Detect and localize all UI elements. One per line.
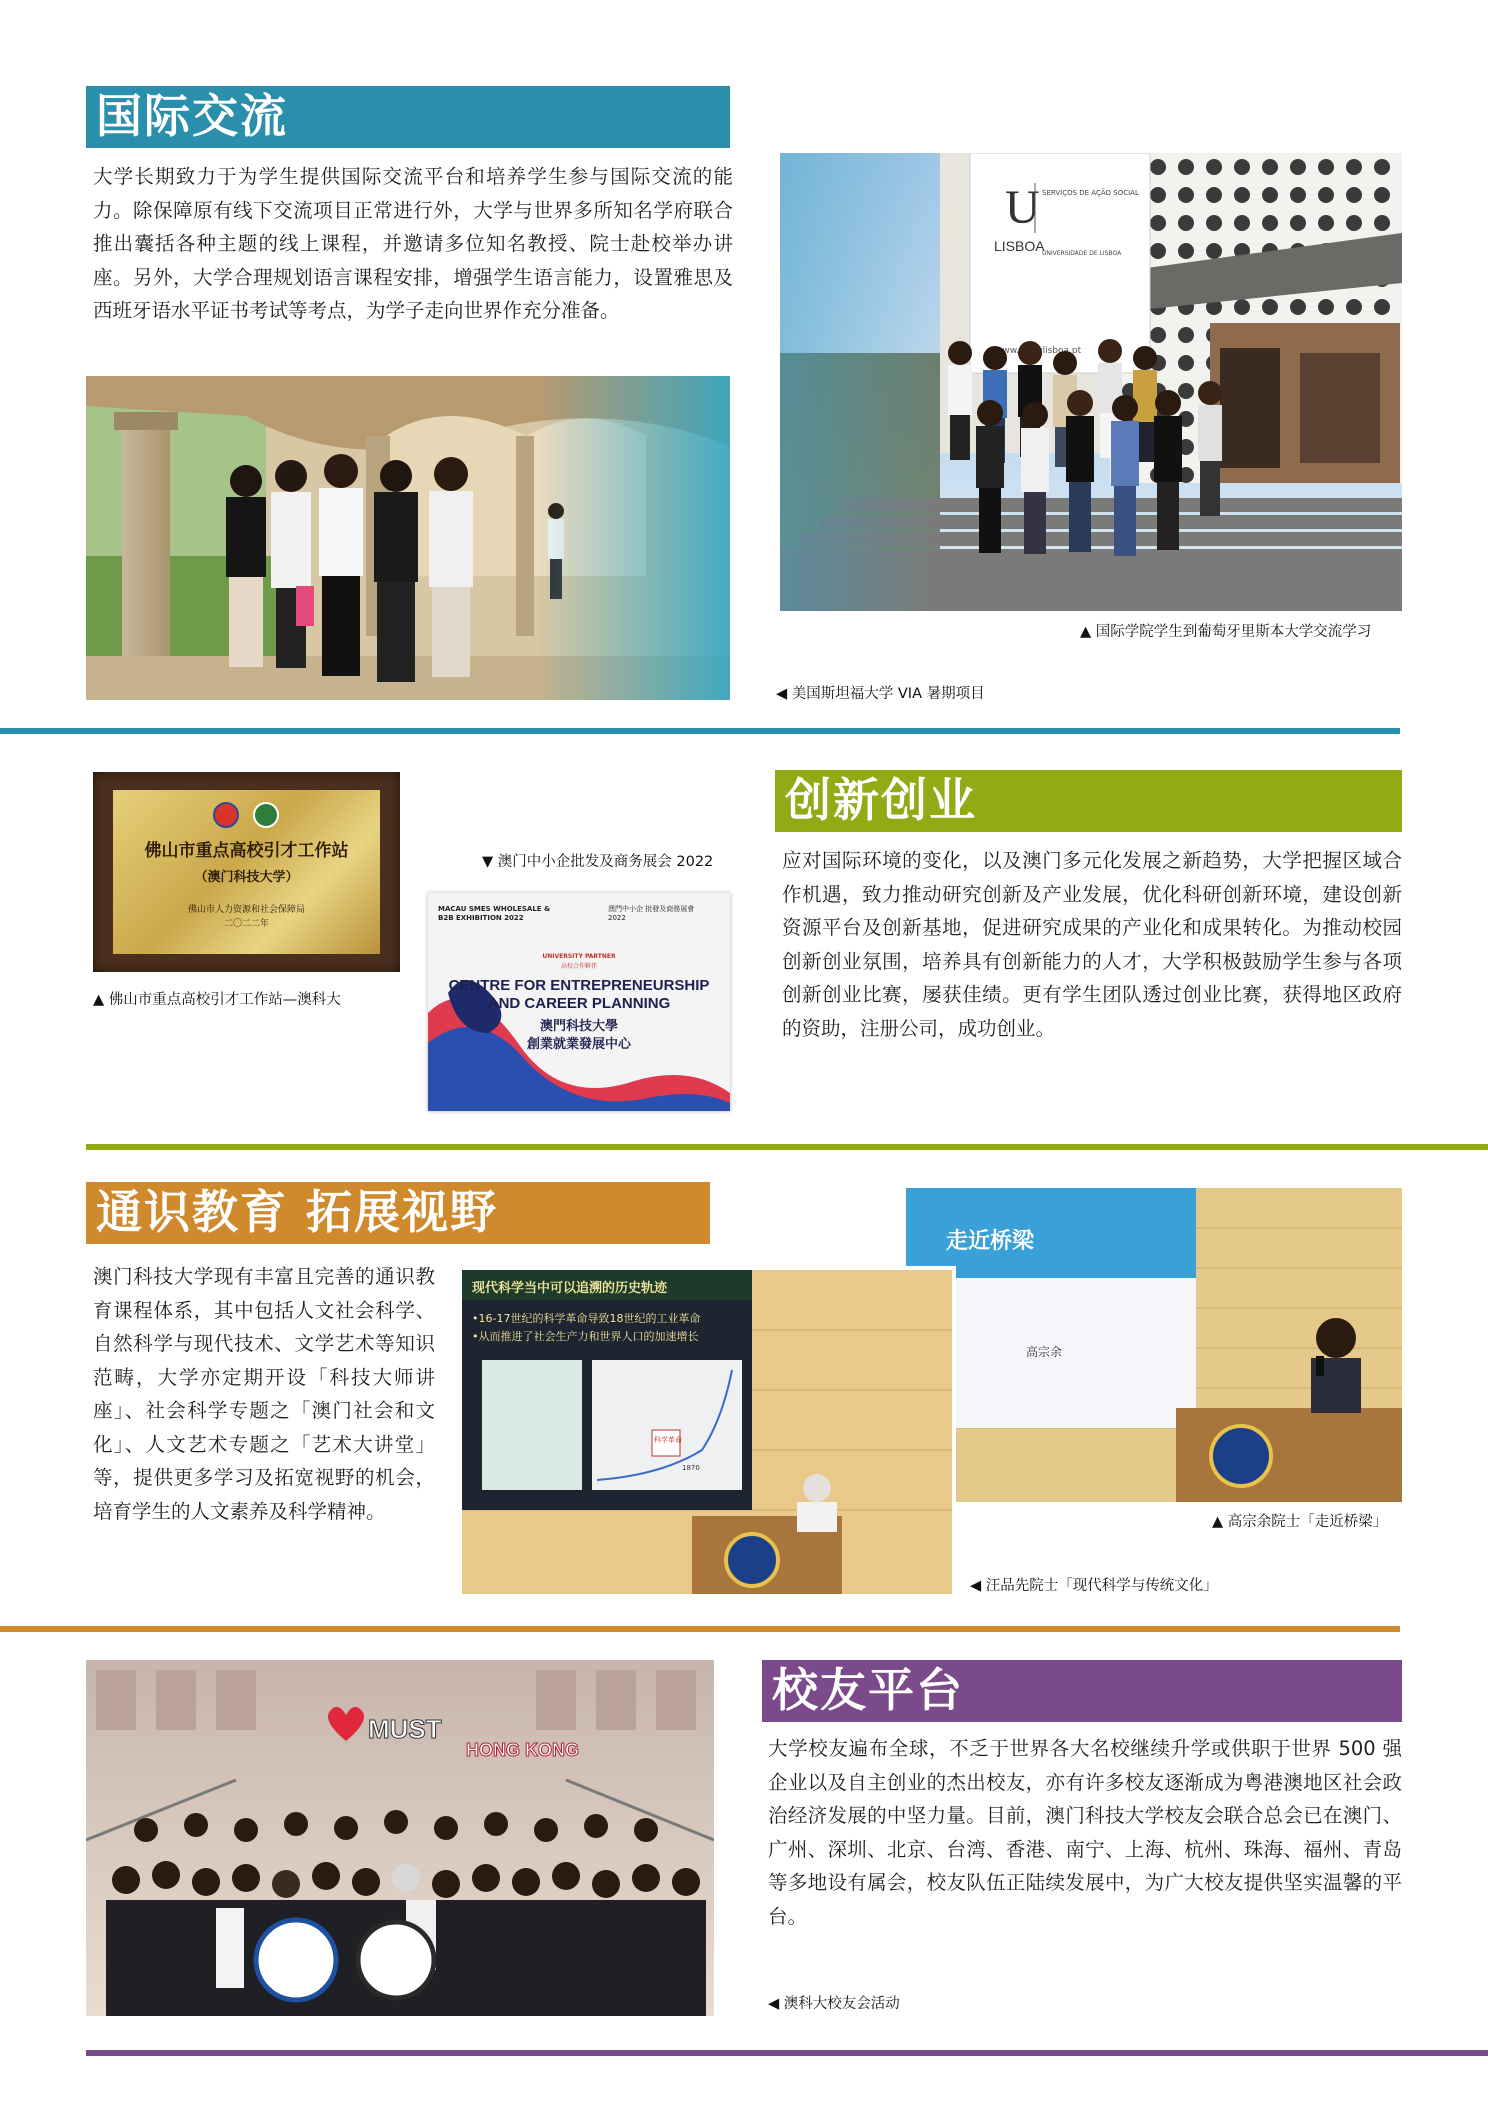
divider-alumni <box>86 2050 1488 2056</box>
wang-lecture-photo <box>462 1270 952 1594</box>
section-title-innovation: 创新创业 <box>775 770 1402 832</box>
caption-gao: ▲ 高宗余院士「走近桥梁」 <box>1212 1514 1388 1530</box>
caption-expo: ▼ 澳门中小企批发及商务展会 2022 <box>482 854 714 870</box>
caption-lisbon: ▲ 国际学院学生到葡萄牙里斯本大学交流学习 <box>1080 624 1372 640</box>
plaque-line4: 二〇二二年 <box>223 919 269 929</box>
stanford-photo <box>86 376 730 700</box>
caption-alumni: ◀ 澳科大校友会活动 <box>768 1996 900 2012</box>
expo-partner: UNIVERSITY PARTNER <box>542 953 616 960</box>
lisbon-photo <box>780 153 1402 611</box>
caption-wang: ◀ 汪品先院士「现代科学与传统文化」 <box>970 1578 1218 1594</box>
plaque-emblem-left-icon <box>213 802 239 828</box>
expo-line2: AND CAREER PLANNING <box>487 995 671 1012</box>
general-body: 澳门科技大学现有丰富且完善的通识教育课程体系，其中包括人文社会科学、自然科学与现代技术、文学艺术等知识范畴，大学亦定期开设「科技大师讲座」、社会科学专题之「澳门社会和文化」、人文艺术专题之「艺术大讲堂」等，提供更多学习及拓宽视野的机会，培育学生的人文素养及科学精神。 <box>93 1265 435 1523</box>
divider-innovation <box>86 1144 1488 1150</box>
wang-screen-line1: •16-17世纪的科学革命导致18世纪的工业革命 <box>472 1312 701 1325</box>
expo-banner-photo <box>428 893 730 1111</box>
caption-plaque: ▲ 佛山市重点高校引才工作站—澳科大 <box>93 992 341 1008</box>
section-title-alumni: 校友平台 <box>762 1660 1402 1722</box>
plaque-photo <box>93 772 400 972</box>
expo-top-left: MACAU SMES WHOLESALE & B2B EXHIBITION 2022 <box>438 905 551 922</box>
expo-line1: CENTRE FOR ENTREPRENEURSHIP <box>448 977 710 994</box>
alumni-body: 大学校友遍布全球，不乏于世界各大名校继续升学或供职于世界 500 强企业以及自主创业的杰出校友，亦有许多校友逐渐成为粤港澳地区社会政治经济发展的中坚力量。目前，澳门科技大学校友会联合总会已在澳门、广州、深圳、北京、台湾、香港、南宁、上海、杭州、珠海、福州、青岛等多地设有属会，校友队伍正陆续发展中，为广大校友提供坚实温馨的平台。 <box>768 1737 1402 1928</box>
plaque-line3: 佛山市人力资源和社会保障局 <box>187 905 305 915</box>
expo-partner-cn: 高校合作夥伴 <box>560 963 597 970</box>
expo-top-right: 澳門中小企 批發及商務展會 2022 <box>608 905 695 922</box>
wang-screen-label1: 科学革命 <box>654 1436 682 1444</box>
alumni-photo <box>86 1660 714 2016</box>
section-title-exchange: 国际交流 <box>86 86 730 148</box>
gao-screen-name: 高宗余 <box>1026 1345 1063 1359</box>
divider-general <box>0 1626 1400 1632</box>
plaque-emblem-right-icon <box>253 802 279 828</box>
section-title-general: 通识教育 拓展视野 <box>86 1182 710 1244</box>
plaque-line1: 佛山市重点高校引才工作站 <box>144 841 349 861</box>
gao-screen-title: 走近桥梁 <box>946 1229 1035 1254</box>
exchange-body: 大学长期致力于为学生提供国际交流平台和培养学生参与国际交流的能力。除保障原有线下交流项目正常进行外，大学与世界多所知名学府联合推出囊括各种主题的线上课程，并邀请多位知名教授、院士赴校举办讲座。另外，大学合理规划语言课程安排，增强学生语言能力，设置雅思及西班牙语水平证书考试等考点，为学子走向世界作充分准备。 <box>93 165 733 322</box>
expo-line4: 創業就業發展中心 <box>526 1037 631 1052</box>
innovation-body: 应对国际环境的变化，以及澳门多元化发展之新趋势，大学把握区域合作机遇，致力推动研究创新及产业发展，优化科研创新环境，建设创新资源平台及创新基地，促进研究成果的产业化和成果转化。为推动校园创新创业氛围，培养具有创新能力的人才，大学积极鼓励学生参与各项创新创业比赛，屡获佳绩。更有学生团队透过创业比赛，获得地区政府的资助，注册公司，成功创业。 <box>782 849 1402 1040</box>
wang-screen-line2: •从而推进了社会生产力和世界人口的加速增长 <box>472 1330 699 1343</box>
caption-stanford: ◀ 美国斯坦福大学 VIA 暑期项目 <box>776 686 985 702</box>
plaque-line2: （澳门科技大学） <box>194 870 299 885</box>
gao-lecture-photo <box>906 1188 1402 1502</box>
alumni-sign-must: MUST <box>368 1714 442 1744</box>
divider-exchange <box>0 728 1400 734</box>
expo-line3: 澳門科技大學 <box>539 1019 618 1034</box>
alumni-sign-hk: HONG KONG <box>466 1740 580 1760</box>
wang-screen-label2: 1870 <box>682 1464 700 1472</box>
wang-screen-title: 现代科学当中可以追溯的历史轨迹 <box>472 1281 668 1296</box>
